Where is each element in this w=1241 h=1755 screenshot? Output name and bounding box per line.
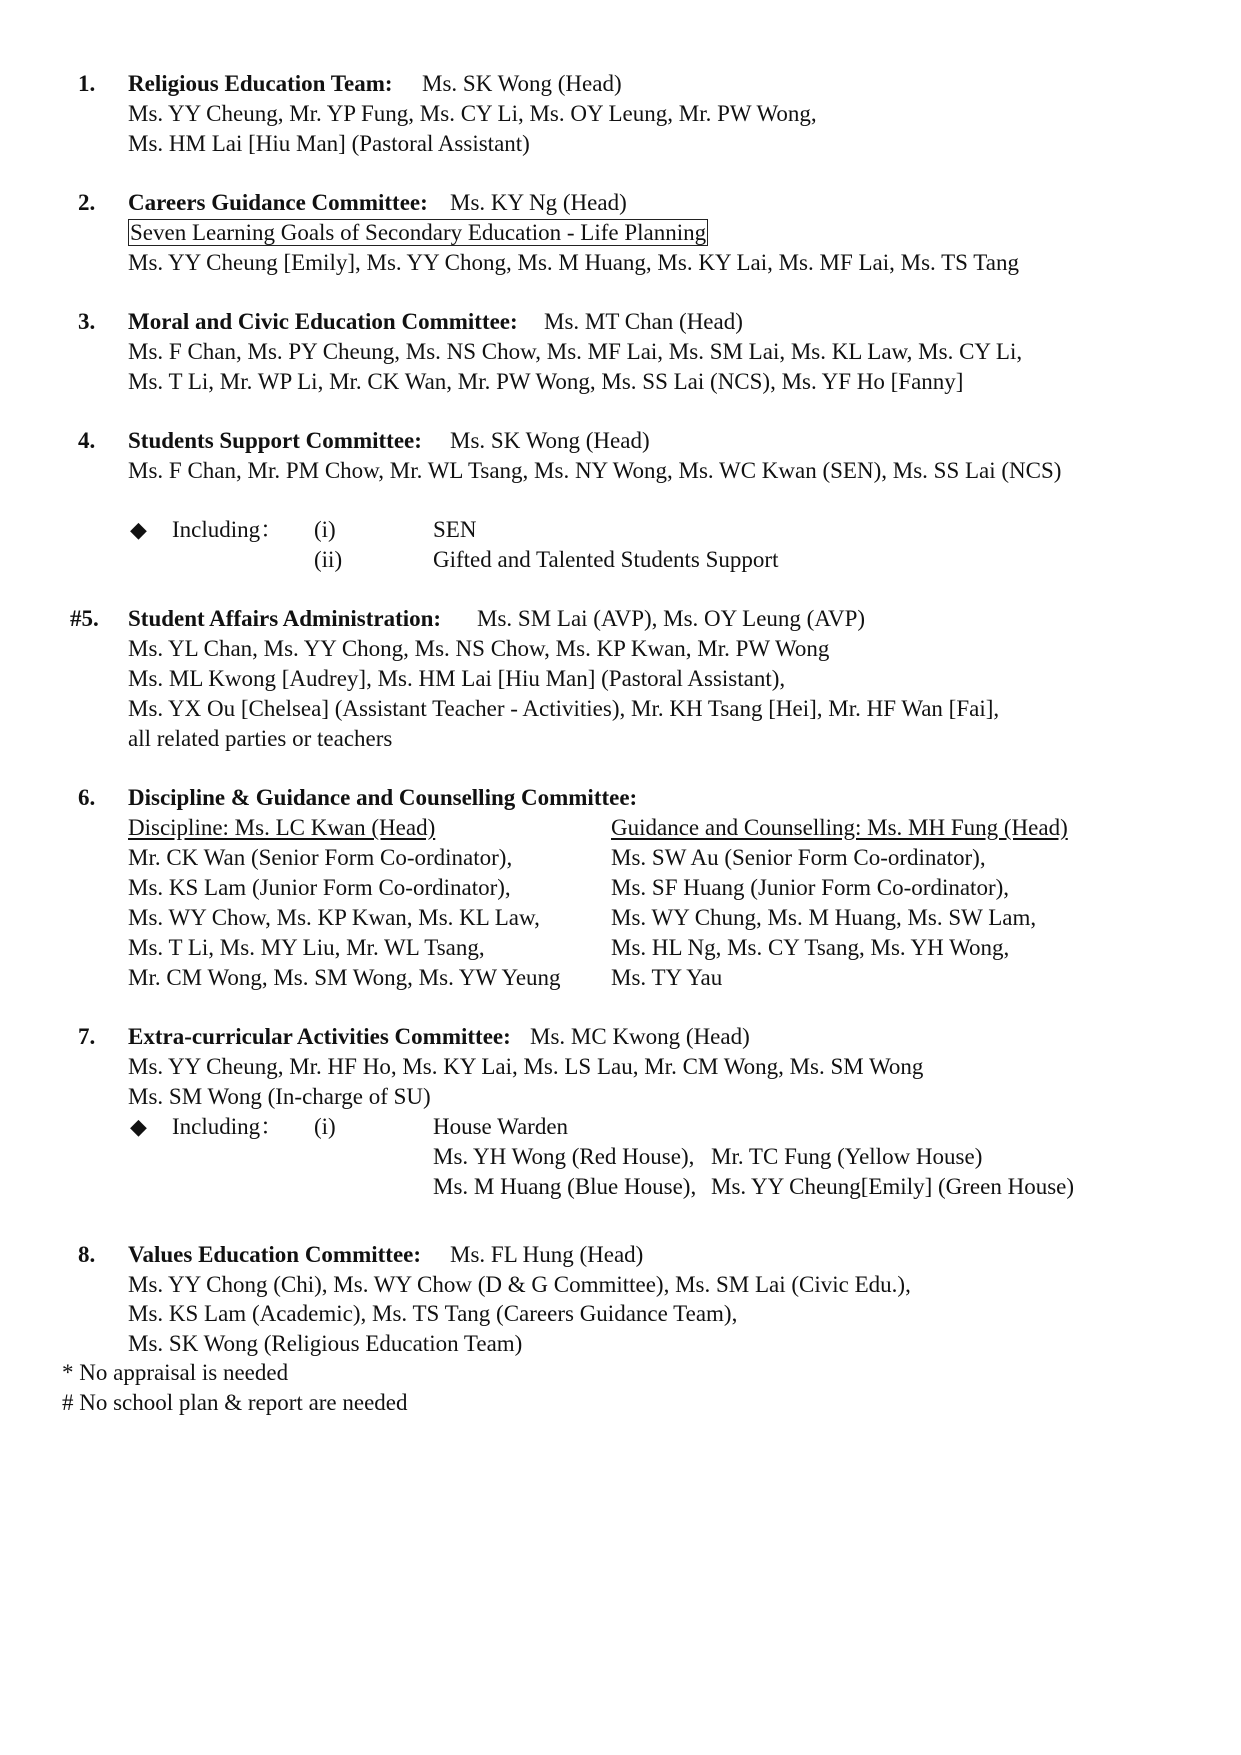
member-line: Ms. HM Lai [Hiu Man] (Pastoral Assistant) [128, 131, 530, 156]
member-line: Ms. YL Chan, Ms. YY Chong, Ms. NS Chow, Ms. KP Kwan, Mr. PW Wong [128, 636, 830, 661]
section-number: 2. [78, 190, 96, 215]
member-line: Ms. WY Chow, Ms. KP Kwan, Ms. KL Law, [128, 905, 540, 930]
item-roman: (i) [314, 1114, 336, 1139]
member-line: Ms. HL Ng, Ms. CY Tsang, Ms. YH Wong, [611, 935, 1010, 960]
house-warden: Ms. M Huang (Blue House), [433, 1174, 697, 1199]
item-text: SEN [433, 517, 477, 542]
house-warden: Ms. YY Cheung[Emily] (Green House) [711, 1174, 1075, 1199]
member-line: Ms. YY Chong (Chi), Ms. WY Chow (D & G Committee), Ms. SM Lai (Civic Edu.), [128, 1272, 911, 1297]
section-title: Moral and Civic Education Committee: [128, 309, 518, 334]
item-roman: (ii) [314, 547, 343, 572]
section-head: Ms. FL Hung (Head) [450, 1242, 644, 1267]
discipline-head: Discipline: Ms. LC Kwan (Head) [128, 815, 436, 840]
section-title: Extra-curricular Activities Committee: [128, 1024, 511, 1049]
footnote-appraisal: * No appraisal is needed [62, 1360, 289, 1385]
member-line: Ms. T Li, Mr. WP Li, Mr. CK Wan, Mr. PW Wong, Ms. SS Lai (NCS), Ms. YF Ho [Fanny] [128, 369, 964, 394]
section-title: Religious Education Team: [128, 71, 393, 96]
section-head: Ms. MT Chan (Head) [544, 309, 743, 334]
section-head: Ms. KY Ng (Head) [450, 190, 627, 215]
section-number: 6. [78, 785, 96, 810]
footnote-plan-report: # No school plan & report are needed [62, 1390, 408, 1415]
member-line: Ms. SF Huang (Junior Form Co-ordinator), [611, 875, 1010, 900]
section-number: 1. [78, 71, 96, 96]
including-label: Including： [172, 517, 284, 542]
item-roman: (i) [314, 517, 336, 542]
section-head: Ms. MC Kwong (Head) [530, 1024, 750, 1049]
member-line: Ms. KS Lam (Junior Form Co-ordinator), [128, 875, 511, 900]
member-line: Ms. SK Wong (Religious Education Team) [128, 1331, 523, 1356]
member-line: Mr. CK Wan (Senior Form Co-ordinator), [128, 845, 513, 870]
section-number: 3. [78, 309, 96, 334]
member-line: Ms. YY Cheung, Mr. HF Ho, Ms. KY Lai, Ms. LS Lau, Mr. CM Wong, Ms. SM Wong [128, 1054, 924, 1079]
member-line: all related parties or teachers [128, 726, 393, 751]
section-title: Careers Guidance Committee: [128, 190, 428, 215]
diamond-bullet-icon: ◆ [130, 517, 147, 542]
section-number: #5. [70, 606, 99, 631]
boxed-note: Seven Learning Goals of Secondary Education - Life Planning [130, 220, 707, 245]
member-line: Ms. YY Cheung, Mr. YP Fung, Ms. CY Li, Ms. OY Leung, Mr. PW Wong, [128, 101, 817, 126]
member-line: Ms. WY Chung, Ms. M Huang, Ms. SW Lam, [611, 905, 1037, 930]
section-number: 4. [78, 428, 96, 453]
item-text: Gifted and Talented Students Support [433, 547, 779, 572]
member-line: Ms. T Li, Ms. MY Liu, Mr. WL Tsang, [128, 935, 485, 960]
section-number: 8. [78, 1242, 96, 1267]
guidance-head: Guidance and Counselling: Ms. MH Fung (Head) [611, 815, 1068, 840]
member-line: Ms. YY Cheung [Emily], Ms. YY Chong, Ms. M Huang, Ms. KY Lai, Ms. MF Lai, Ms. TS Tang [128, 250, 1019, 275]
member-line: Ms. ML Kwong [Audrey], Ms. HM Lai [Hiu Man] (Pastoral Assistant), [128, 666, 786, 691]
member-line: Ms. SM Wong (In-charge of SU) [128, 1084, 431, 1109]
section-title: Values Education Committee: [128, 1242, 422, 1267]
member-line: Ms. F Chan, Ms. PY Cheung, Ms. NS Chow, Ms. MF Lai, Ms. SM Lai, Ms. KL Law, Ms. CY Li, [128, 339, 1023, 364]
including-label: Including： [172, 1114, 284, 1139]
diamond-bullet-icon: ◆ [130, 1114, 147, 1139]
section-head: Ms. SM Lai (AVP), Ms. OY Leung (AVP) [477, 606, 866, 631]
member-line: Ms. TY Yau [611, 965, 723, 990]
section-head: Ms. SK Wong (Head) [422, 71, 622, 96]
house-warden: Mr. TC Fung (Yellow House) [711, 1144, 983, 1169]
section-number: 7. [78, 1024, 96, 1049]
section-title: Student Affairs Administration: [128, 606, 442, 631]
section-title: Discipline & Guidance and Counselling Committee: [128, 785, 638, 810]
section-head: Ms. SK Wong (Head) [450, 428, 650, 453]
member-line: Ms. KS Lam (Academic), Ms. TS Tang (Careers Guidance Team), [128, 1301, 738, 1326]
member-line: Ms. F Chan, Mr. PM Chow, Mr. WL Tsang, Ms. NY Wong, Ms. WC Kwan (SEN), Ms. SS Lai (NCS) [128, 458, 1062, 483]
member-line: Ms. SW Au (Senior Form Co-ordinator), [611, 845, 986, 870]
section-title: Students Support Committee: [128, 428, 422, 453]
item-text: House Warden [433, 1114, 569, 1139]
house-warden: Ms. YH Wong (Red House), [433, 1144, 695, 1169]
member-line: Mr. CM Wong, Ms. SM Wong, Ms. YW Yeung [128, 965, 561, 990]
member-line: Ms. YX Ou [Chelsea] (Assistant Teacher - Activities), Mr. KH Tsang [Hei], Mr. HF Wan [Fai], [128, 696, 1000, 721]
